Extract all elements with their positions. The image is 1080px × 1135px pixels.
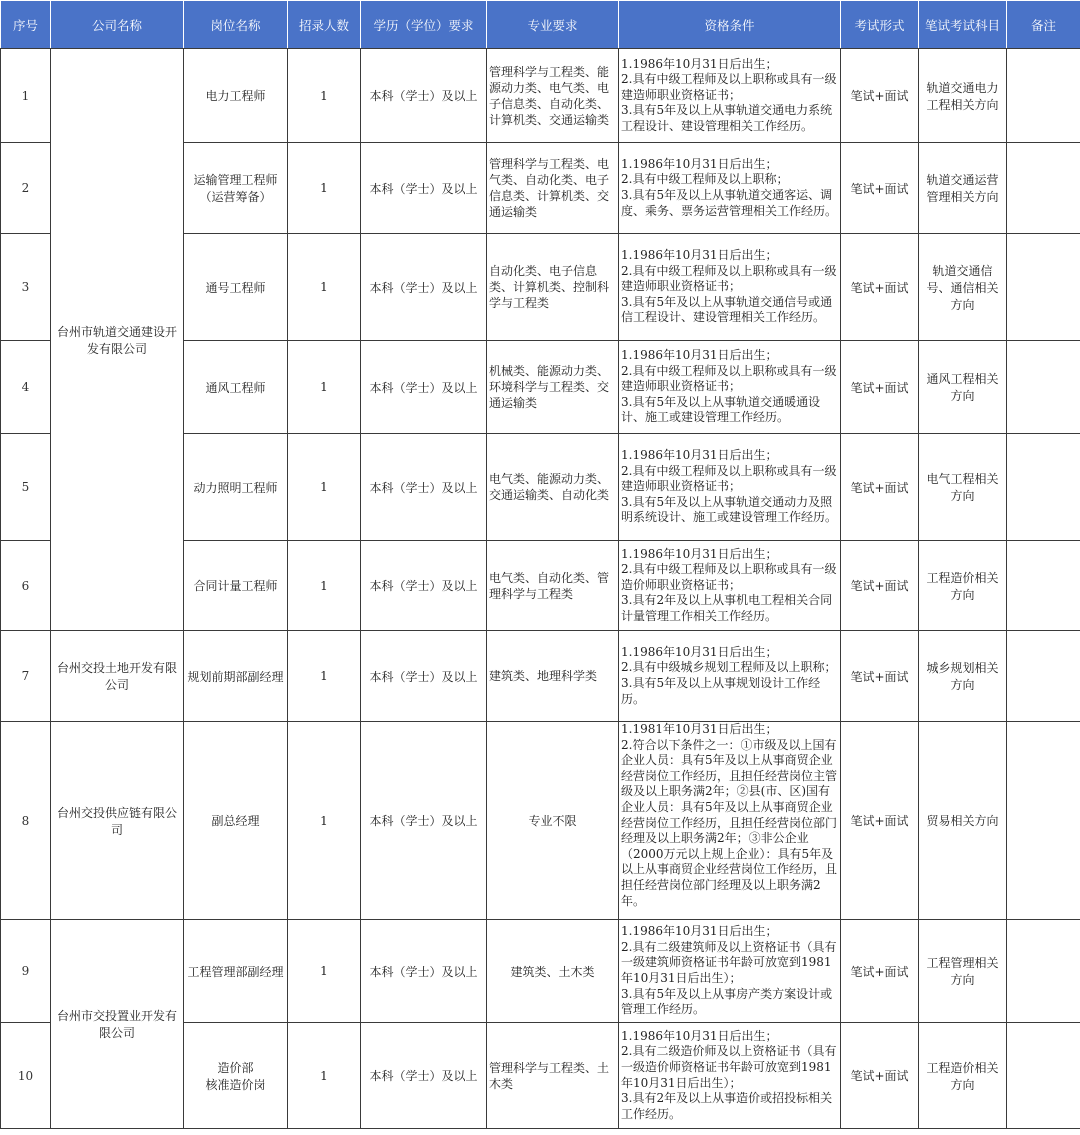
position-cell: 规划前期部副经理 (184, 631, 288, 722)
position-cell: 动力照明工程师 (184, 434, 288, 541)
header-education: 学历（学位）要求 (361, 1, 487, 49)
position-cell: 运输管理工程师（运营筹备） (184, 143, 288, 234)
position-cell: 通号工程师 (184, 234, 288, 341)
seq-cell: 9 (1, 920, 51, 1023)
education-cell: 本科（学士）及以上 (361, 341, 487, 434)
exam-subject-cell: 贸易相关方向 (919, 722, 1007, 920)
major-cell: 自动化类、电子信息类、计算机类、控制科学与工程类 (487, 234, 619, 341)
qualification-cell: 1.1986年10月31日后出生； 2.具有中级工程师及以上职称或具有一级建造师职业资格证书； 3.具有5年及以上从事轨道交通电力系统工程设计、建设管理相关工作经历。 (619, 49, 841, 143)
seq-cell: 1 (1, 49, 51, 143)
seq-cell: 3 (1, 234, 51, 341)
header-remark: 备注 (1007, 1, 1080, 49)
exam-subject-cell: 工程管理相关方向 (919, 920, 1007, 1023)
exam-subject-cell: 通风工程相关方向 (919, 341, 1007, 434)
exam-subject-cell: 工程造价相关方向 (919, 1023, 1007, 1129)
company-cell: 台州市交投置业开发有限公司 (51, 920, 184, 1129)
count-cell: 1 (288, 920, 361, 1023)
education-cell: 本科（学士）及以上 (361, 920, 487, 1023)
header-row (1, 1, 1080, 49)
position-line: 核准造价岗 (205, 1077, 266, 1092)
remark-cell (1007, 49, 1080, 143)
header-position: 岗位名称 (184, 1, 288, 49)
position-cell: 工程管理部副经理 (184, 920, 288, 1023)
count-cell: 1 (288, 541, 361, 631)
seq-cell: 5 (1, 434, 51, 541)
qualification-cell: 1.1986年10月31日后出生； 2.具有中级工程师及以上职称或具有一级建造师职业资格证书； 3.具有5年及以上从事轨道交通信号或通信工程设计、建设管理相关工作经历。 (619, 234, 841, 341)
exam-subject-cell: 轨道交通信号、通信相关方向 (919, 234, 1007, 341)
exam-subject-cell: 轨道交通运营管理相关方向 (919, 143, 1007, 234)
exam-form-cell: 笔试+面试 (841, 143, 919, 234)
position-cell: 合同计量工程师 (184, 541, 288, 631)
exam-form-cell: 笔试+面试 (841, 234, 919, 341)
qualification-cell: 1.1986年10月31日后出生； 2.具有中级工程师及以上职称或具有一级建造师职业资格证书； 3.具有5年及以上从事轨道交通动力及照明系统设计、施工或建设管理工作经历。 (619, 434, 841, 541)
position-cell (184, 1023, 288, 1129)
count-cell: 1 (288, 1023, 361, 1129)
remark-cell (1007, 434, 1080, 541)
exam-subject-cell: 电气工程相关方向 (919, 434, 1007, 541)
count-cell: 1 (288, 631, 361, 722)
remark-cell (1007, 920, 1080, 1023)
header-exam-subject: 笔试考试科目 (919, 1, 1007, 49)
major-cell: 管理科学与工程类、电气类、自动化类、电子信息类、计算机类、交通运输类 (487, 143, 619, 234)
major-cell: 建筑类、土木类 (487, 920, 619, 1023)
major-cell: 机械类、能源动力类、环境科学与工程类、交通运输类 (487, 341, 619, 434)
exam-form-cell: 笔试+面试 (841, 722, 919, 920)
exam-form-cell: 笔试+面试 (841, 1023, 919, 1129)
exam-subject-cell: 工程造价相关方向 (919, 541, 1007, 631)
exam-form-cell: 笔试+面试 (841, 631, 919, 722)
remark-cell (1007, 234, 1080, 341)
header-qualification: 资格条件 (619, 1, 841, 49)
seq-cell: 6 (1, 541, 51, 631)
header-seq: 序号 (1, 1, 51, 49)
exam-form-cell: 笔试+面试 (841, 49, 919, 143)
qualification-cell: 1.1986年10月31日后出生； 2.具有二级造价师及以上资格证书（具有一级造价师资格证书年龄可放宽到1981年10月31日后出生）； 3.具有2年及以上从事造价或招投标相关工作经历。 (619, 1023, 841, 1129)
major-cell: 管理科学与工程类、土木类 (487, 1023, 619, 1129)
header-exam-form: 考试形式 (841, 1, 919, 49)
education-cell: 本科（学士）及以上 (361, 722, 487, 920)
header-company: 公司名称 (51, 1, 184, 49)
position-line: 造价部 (217, 1060, 254, 1075)
education-cell: 本科（学士）及以上 (361, 143, 487, 234)
qualification-cell: 1.1986年10月31日后出生； 2.具有中级工程师及以上职称； 3.具有5年及以上从事轨道交通客运、调度、乘务、票务运营管理相关工作经历。 (619, 143, 841, 234)
table-row (1, 722, 1080, 920)
header-count: 招录人数 (288, 1, 361, 49)
count-cell: 1 (288, 234, 361, 341)
remark-cell (1007, 143, 1080, 234)
exam-form-cell: 笔试+面试 (841, 920, 919, 1023)
qualification-cell: 1.1986年10月31日后出生； 2.具有中级工程师及以上职称或具有一级建造师职业资格证书； 3.具有5年及以上从事轨道交通暖通设计、施工或建设管理工作经历。 (619, 341, 841, 434)
position-cell: 通风工程师 (184, 341, 288, 434)
count-cell: 1 (288, 722, 361, 920)
seq-cell: 10 (1, 1023, 51, 1129)
table-row (1, 631, 1080, 722)
table-row (1, 920, 1080, 1023)
count-cell: 1 (288, 49, 361, 143)
education-cell: 本科（学士）及以上 (361, 631, 487, 722)
major-cell: 电气类、能源动力类、交通运输类、自动化类 (487, 434, 619, 541)
position-cell: 副总经理 (184, 722, 288, 920)
remark-cell (1007, 1023, 1080, 1129)
company-cell: 台州市轨道交通建设开发有限公司 (51, 49, 184, 631)
qualification-cell: 1.1986年10月31日后出生； 2.具有二级建筑师及以上资格证书（具有一级建筑师资格证书年龄可放宽到1981年10月31日后出生）； 3.具有5年及以上从事房产类方案设计或管理工作经历。 (619, 920, 841, 1023)
table-row (1, 49, 1080, 143)
education-cell: 本科（学士）及以上 (361, 541, 487, 631)
exam-form-cell: 笔试+面试 (841, 541, 919, 631)
major-cell: 专业不限 (487, 722, 619, 920)
company-cell: 台州交投供应链有限公司 (51, 722, 184, 920)
education-cell: 本科（学士）及以上 (361, 434, 487, 541)
exam-subject-cell: 轨道交通电力工程相关方向 (919, 49, 1007, 143)
remark-cell (1007, 631, 1080, 722)
position-cell: 电力工程师 (184, 49, 288, 143)
exam-form-cell: 笔试+面试 (841, 341, 919, 434)
qualification-cell: 1.1986年10月31日后出生； 2.具有中级城乡规划工程师及以上职称； 3.具有5年及以上从事规划设计工作经历。 (619, 631, 841, 722)
company-cell: 台州交投土地开发有限公司 (51, 631, 184, 722)
major-cell: 建筑类、地理科学类 (487, 631, 619, 722)
education-cell: 本科（学士）及以上 (361, 1023, 487, 1129)
major-cell: 管理科学与工程类、能源动力类、电气类、电子信息类、自动化类、计算机类、交通运输类 (487, 49, 619, 143)
remark-cell (1007, 341, 1080, 434)
seq-cell: 8 (1, 722, 51, 920)
qualification-cell: 1.1981年10月31日后出生； 2.符合以下条件之一：①市级及以上国有企业人员：具有5年及以上从事商贸企业经营岗位工作经历，且担任经营岗位主管级及以上职务满2年；②县(市、区)国有企业人员：具有5年及以上从事商贸企业经营岗位工作经历，且担任经营岗位部门经理及以上职务满2年；③非公企业（2000万元以上规上企业）：具有5年及以上从事商贸企业经营岗位工作经历，且担任经营岗位部门经理及以上职务满2年。 (619, 722, 841, 920)
count-cell: 1 (288, 341, 361, 434)
exam-form-cell: 笔试+面试 (841, 434, 919, 541)
major-cell: 电气类、自动化类、管理科学与工程类 (487, 541, 619, 631)
seq-cell: 2 (1, 143, 51, 234)
exam-subject-cell: 城乡规划相关方向 (919, 631, 1007, 722)
education-cell: 本科（学士）及以上 (361, 49, 487, 143)
remark-cell (1007, 541, 1080, 631)
count-cell: 1 (288, 434, 361, 541)
seq-cell: 4 (1, 341, 51, 434)
header-major: 专业要求 (487, 1, 619, 49)
remark-cell (1007, 722, 1080, 920)
qualification-cell: 1.1986年10月31日后出生； 2.具有中级工程师及以上职称或具有一级造价师职业资格证书； 3.具有2年及以上从事机电工程相关合同计量管理工作相关工作经历。 (619, 541, 841, 631)
seq-cell: 7 (1, 631, 51, 722)
count-cell: 1 (288, 143, 361, 234)
education-cell: 本科（学士）及以上 (361, 234, 487, 341)
